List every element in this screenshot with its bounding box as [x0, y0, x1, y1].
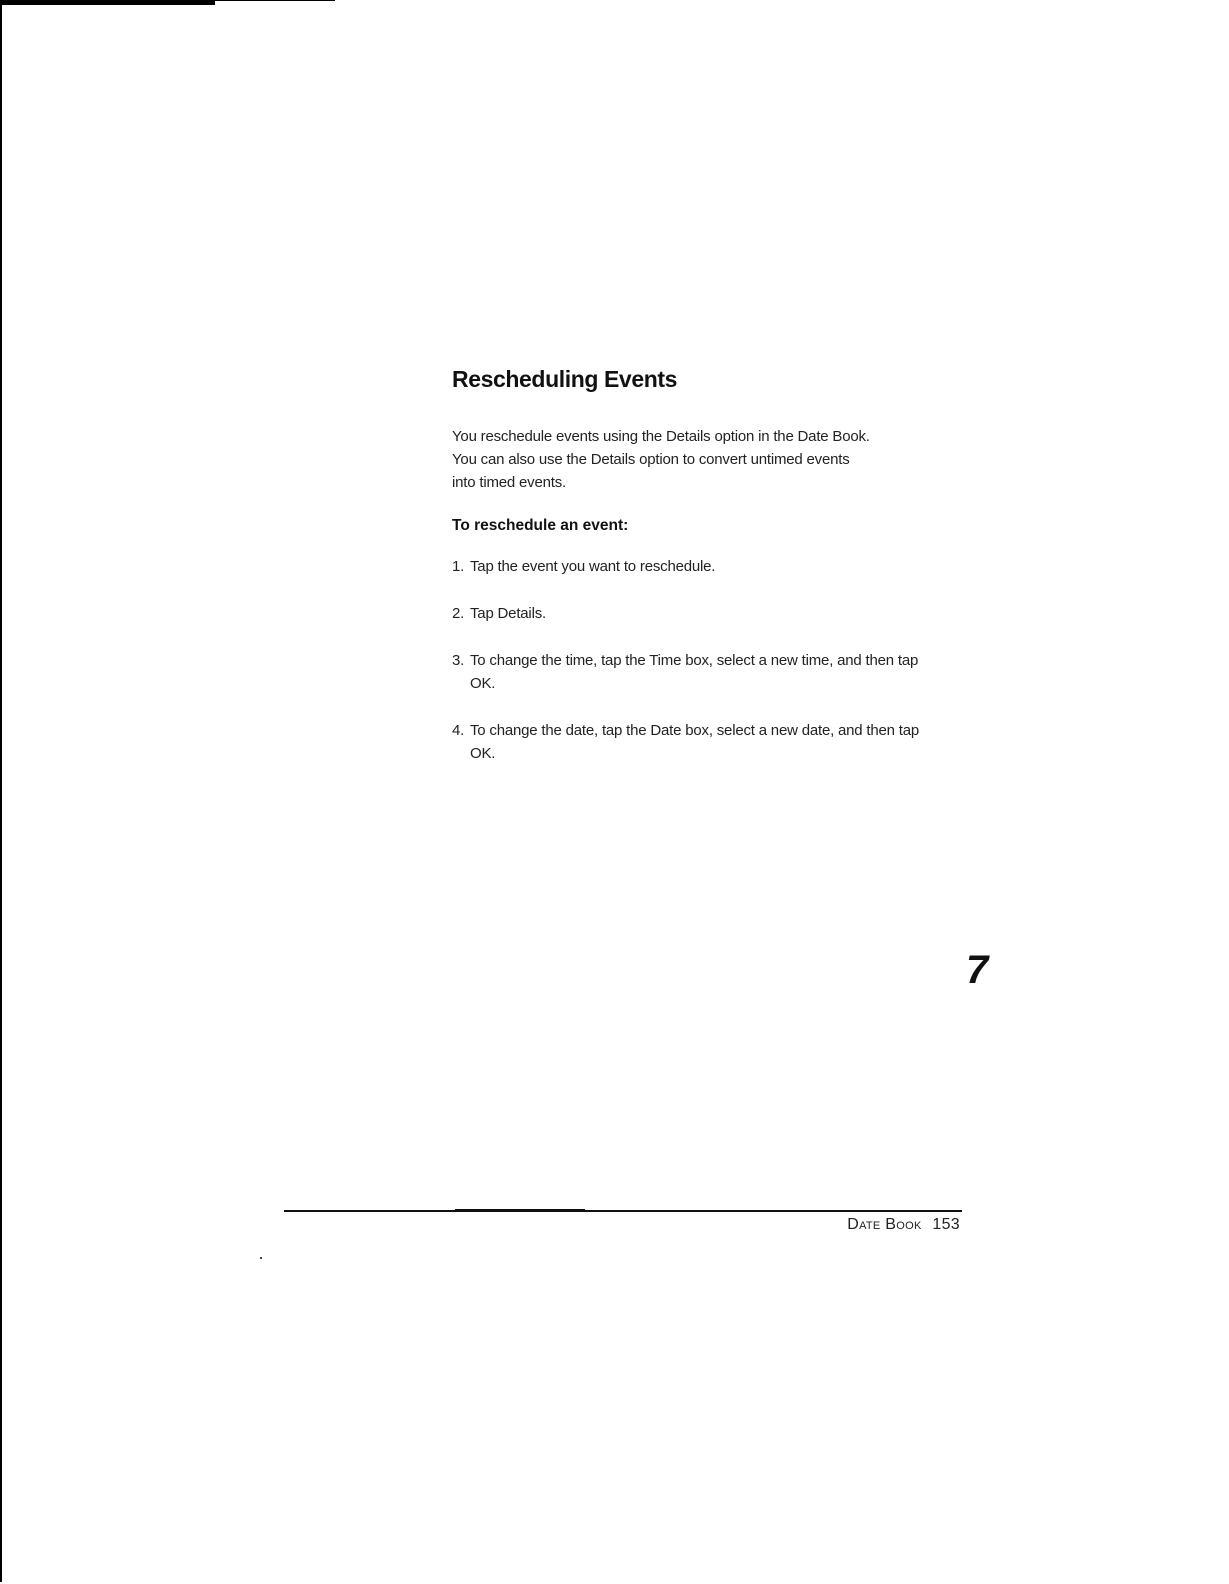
- step-item: [452, 649, 932, 695]
- steps-list: [452, 555, 932, 765]
- step-number: 2.: [452, 605, 465, 622]
- step-number: 1.: [452, 558, 465, 575]
- chapter-tab-number: 7: [966, 948, 989, 992]
- step-text: Tap the event you want to reschedule.: [470, 558, 716, 575]
- section-title: Rescheduling Events: [452, 366, 678, 392]
- intro-paragraph: [452, 425, 932, 494]
- footer-rule: [284, 1210, 962, 1212]
- footer-section-name: Date Book: [847, 1216, 922, 1233]
- step-text: To change the time, tap the Time box, select a new time, and then tap OK.: [470, 652, 919, 692]
- intro-line: You reschedule events using the Details option in the Date Book.: [452, 428, 870, 445]
- footer-rule-accent: [455, 1209, 585, 1212]
- step-number: 3.: [452, 652, 465, 669]
- scan-speck: [260, 1257, 262, 1259]
- intro-line: You can also use the Details option to convert untimed events: [452, 451, 850, 468]
- intro-line: into timed events.: [452, 474, 566, 491]
- step-item: [452, 602, 932, 625]
- step-number: 4.: [452, 722, 465, 739]
- step-item: [452, 555, 932, 578]
- running-footer: [700, 1216, 960, 1234]
- page-number: 153: [932, 1216, 960, 1233]
- scan-edge-line: [215, 0, 335, 1]
- procedure-heading: To reschedule an event:: [452, 517, 629, 534]
- scan-edge-mark: [0, 0, 215, 5]
- step-text: Tap Details.: [470, 605, 546, 622]
- step-item: [452, 719, 932, 765]
- step-text: To change the date, tap the Date box, select a new date, and then tap OK.: [470, 722, 920, 762]
